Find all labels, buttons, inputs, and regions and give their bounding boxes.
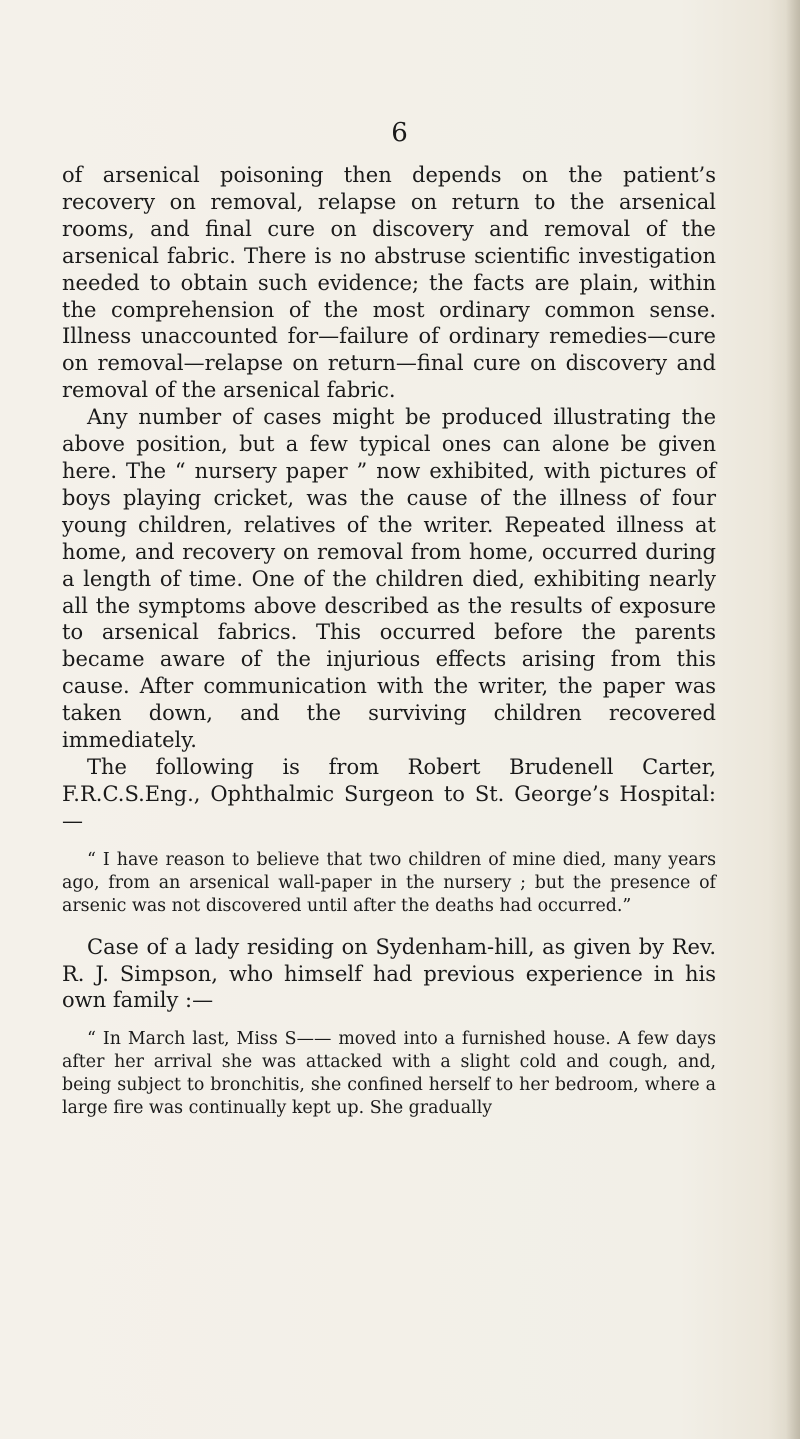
quote-simpson: “ In March last, Miss S—— moved into a furnished house. A few days after her arrival she was attacked with a slight cold and cough, and, being subject to bronchitis, she confined herself to her bedroom, where a large fire was continually kept up. She gradually — [62, 1029, 716, 1119]
paragraph-continuation: of arsenical poisoning then depends on the patient’s recovery on removal, relapse on return to the arsenical rooms, and final cure on discovery and removal of the arsenical fabric. There is no abstruse scientific investigation needed to obtain such evidence; the facts are plain, within the comprehension of the most ordinary common sense. Illness unaccounted for—failure of ordinary remedies—cure on removal—relapse on return—final cure on discovery and removal of the arsenical fabric. — [62, 163, 716, 403]
paragraph-sydenham-case: Case of a lady residing on Sydenham-hill, as given by Rev. R. J. Simpson, who himself had previous experience in his own family :— — [62, 934, 716, 1013]
body-text — [62, 162, 716, 1120]
quote-carter: “ I have reason to believe that two children of mine died, many years ago, from an arsenical wall-paper in the nursery ; but the presence of arsenic was not discovered until after the deaths had occurred.” — [62, 849, 716, 916]
page-edge-shadow — [786, 0, 800, 1439]
paragraph-cases: Any number of cases might be produced illustrating the above position, but a few typical ones can alone be given here. The “ nursery paper ” now exhibited, with pictures of boys playing cricket, was the cause of the illness of four young children, relatives of the writer. Repeated illness at home, and recovery on removal from home, occurred during a length of time. One of the children died, exhibiting nearly all the symptoms above described as the results of exposure to arsenical fabrics. This occurred before the parents became aware of the injurious effects arising from this cause. After communication with the writer, the paper was taken down, and the surviving children recovered immediately. — [62, 405, 716, 753]
page-number: 6 — [391, 118, 409, 148]
paragraph-carter-intro: The following is from Robert Brudenell Carter, F.R.C.S.Eng., Ophthalmic Surgeon to St. George’s Hospital:— — [62, 754, 716, 833]
